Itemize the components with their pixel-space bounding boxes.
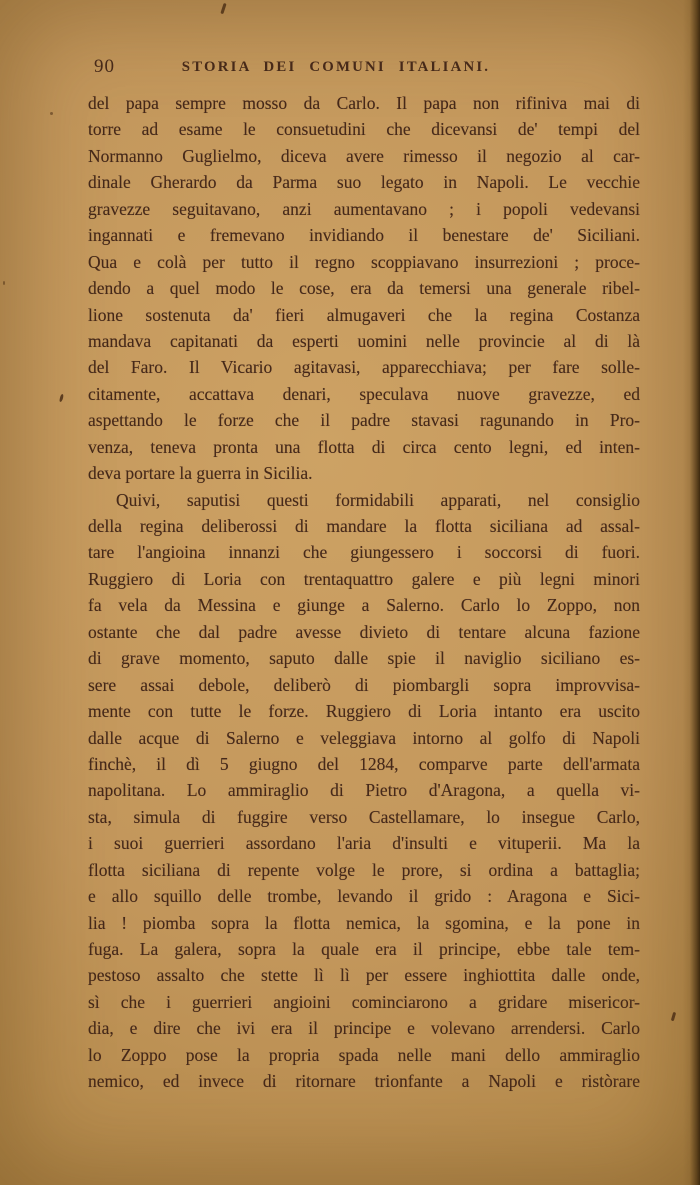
ink-speck [50,112,53,115]
text-line: flotta siciliana di repente volge le prore, si ordina a battaglia; [88,859,640,880]
text-line: aspettando le forze che il padre stavasi ragunando in Pro- [88,410,640,431]
text-line: dinale Gherardo da Parma suo legato in Napoli. Le vecchie [88,172,640,193]
stray-apostrophe-mark [671,1012,676,1021]
text-line: nemico, ed invece di ritornare trionfante a Napoli e ristòrare [88,1071,640,1092]
page-number: 90 [94,56,115,77]
running-title: STORIA DEI COMUNI ITALIANI. [181,59,491,75]
text-line: sì che i guerrieri angioini cominciarono a gridare misericor- [88,991,640,1012]
text-line: ingannati e fremevano invidiando il benestare de' Siciliani. [88,225,640,246]
text-line: Normanno Guglielmo, diceva avere rimesso il negozio al car- [88,145,640,166]
text-line: dendo a quel modo le cose, era da temersi una generale ribel- [88,278,640,299]
text-line: ostante che dal padre avesse divieto di tentare alcuna fazione [88,621,640,642]
text-line: Qua e colà per tutto il regno scoppiavano insurrezioni ; proce- [88,251,640,272]
text-line: del Faro. Il Vicario agitavasi, apparecchiava; per fare solle- [88,357,640,378]
text-line: del papa sempre mosso da Carlo. Il papa non rifiniva mai di [88,93,640,113]
text-line: lo Zoppo pose la propria spada nelle mani dello ammiraglio [88,1044,640,1065]
text-line: pestoso assalto che stette lì lì per essere inghiottita dalle onde, [88,965,640,986]
text-line: sere assai debole, deliberò di piombargli sopra improvvisa- [88,674,640,695]
ink-speck [3,281,5,285]
text-line: i suoi guerrieri assordano l'aria d'insulti e vituperii. Ma la [88,833,640,854]
text-line: mandava capitanati da esperti uomini nelle provincie al di là [88,330,640,351]
page-edge-shadow [683,0,700,1185]
text-line: finchè, il dì 5 giugno del 1284, comparve parte dell'armata [88,753,640,774]
page-header [88,55,640,81]
text-line: lia ! piomba sopra la flotta nemica, la sgomina, e la pone in [88,912,640,933]
text-line: lione sostenuta da' fieri almugaveri che la regina Costanza [88,304,640,325]
text-line: della regina deliberossi di mandare la flotta siciliana ad assal- [88,516,640,536]
stray-comma-mark [59,394,64,402]
text-line: dalle acque di Salerno e veleggiava intorno al golfo di Napoli [88,727,640,748]
text-line: citamente, accattava denari, speculava nuove gravezze, ed [88,383,640,404]
body-text [88,90,640,1095]
text-line: Quivi, saputisi questi formidabili apparati, nel consiglio [116,489,640,510]
text-line: fa vela da Messina e giunge a Salerno. Carlo lo Zoppo, non [88,595,640,616]
text-line: e allo squillo delle trombe, levando il grido : Aragona e Sici- [88,886,640,907]
text-line: tare l'angioina innanzi che giungessero i soccorsi di fuori. [88,542,640,563]
text-line: Ruggiero di Loria con trentaquattro galere e più legni minori [88,568,640,589]
text-line: venza, teneva pronta una flotta di circa cento legni, ed inten- [88,436,640,457]
text-line: mente con tutte le forze. Ruggiero di Loria intanto era uscito [88,701,640,722]
text-line: dia, e dire che ivi era il principe e volevano arrendersi. Carlo [88,1018,640,1039]
text-line: sta, simula di fuggire verso Castellamare, lo insegue Carlo, [88,806,640,827]
text-line: gravezze seguitavano, anzi aumentavano ; i popoli vedevansi [88,198,640,219]
text-line: di grave momento, saputo dalle spie il naviglio siciliano es- [88,648,640,669]
stray-slash-mark [220,3,226,14]
text-line: fuga. La galera, sopra la quale era il principe, ebbe tale tem- [88,939,640,959]
text-line: deva portare la guerra in Sicilia. [88,463,313,484]
text-line: napolitana. Lo ammiraglio di Pietro d'Aragona, a quella vi- [88,780,640,801]
text-line: torre ad esame le consuetudini che dicevansi de' tempi del [88,119,640,140]
